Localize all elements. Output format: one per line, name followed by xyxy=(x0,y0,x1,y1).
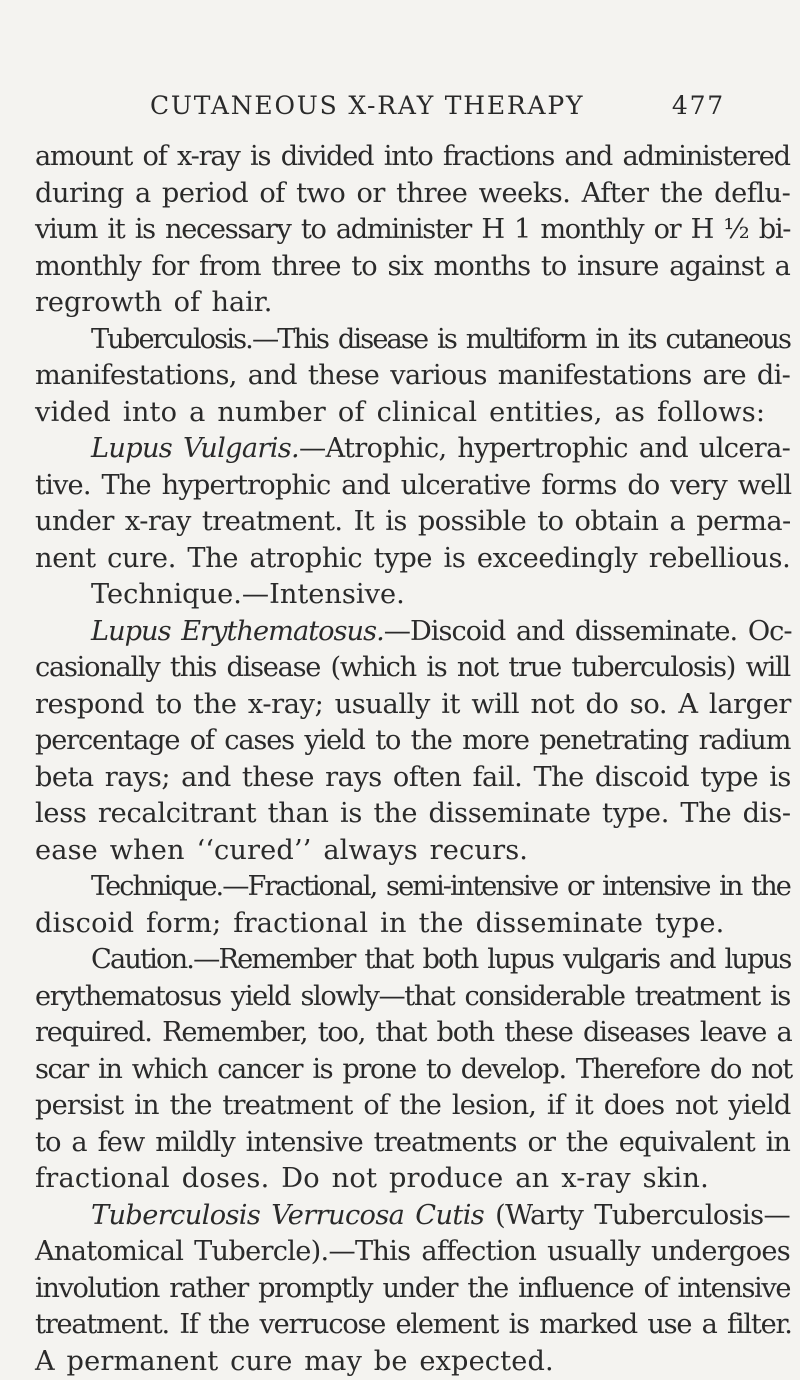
text-segment: regrowth of hair. xyxy=(35,287,272,318)
text-segment: nent cure. The atrophic type is exceedingly rebellious. xyxy=(35,543,790,574)
text-line xyxy=(35,979,797,1016)
text-segment: respond to the x-ray; usually it will not do so. A larger xyxy=(35,689,791,720)
text-segment: Technique.—Fractional, semi-intensive or intensive in the xyxy=(91,871,790,902)
text-line xyxy=(35,577,797,614)
text-segment: persist in the treatment of the lesion, if it does not yield xyxy=(35,1090,790,1121)
text-segment: tive. The hypertrophic and ulcerative forms do very well xyxy=(35,470,791,501)
text-segment: Caution.—Remember that both lupus vulgaris and lupus xyxy=(91,944,790,975)
text-segment: vided into a number of clinical entities, as follows: xyxy=(35,397,765,428)
section-heading: Tuberculosis Verrucosa Cutis xyxy=(91,1200,484,1231)
text-segment: less recalcitrant than is the disseminate type. The dis- xyxy=(35,798,791,829)
text-segment: ease when ‘‘cured’’ always recurs. xyxy=(35,835,528,866)
text-segment: involution rather promptly under the influence of intensive xyxy=(35,1273,790,1304)
text-segment: erythematosus yield slowly—that considerable treatment is xyxy=(35,981,790,1012)
text-line xyxy=(35,1271,797,1308)
text-line xyxy=(35,796,797,833)
text-segment: discoid form; fractional in the disseminate type. xyxy=(35,908,724,939)
running-head-title: CUTANEOUS X-RAY THERAPY xyxy=(150,86,584,126)
text-segment: A permanent cure may be expected. xyxy=(35,1346,554,1377)
text-segment: —Discoid and disseminate. Oc- xyxy=(384,616,792,647)
text-segment: monthly for from three to six months to insure against a xyxy=(35,251,790,282)
text-line xyxy=(35,249,797,286)
text-line xyxy=(35,1052,797,1089)
text-line xyxy=(35,541,797,578)
text-segment: required. Remember, too, that both these diseases leave a xyxy=(35,1017,792,1048)
text-segment: during a period of two or three weeks. After the deflu- xyxy=(35,178,790,209)
text-line xyxy=(35,723,797,760)
text-line xyxy=(35,1234,797,1271)
text-line xyxy=(35,395,797,432)
text-line xyxy=(35,650,797,687)
text-segment: scar in which cancer is prone to develop. Therefore do not xyxy=(35,1054,792,1085)
text-line xyxy=(35,1088,797,1125)
text-line xyxy=(35,687,797,724)
text-line xyxy=(35,504,797,541)
text-line xyxy=(35,139,797,176)
page-number: 477 xyxy=(672,86,725,126)
text-segment: vium it is necessary to administer H 1 monthly or H ½ bi- xyxy=(35,214,790,245)
text-line xyxy=(35,1344,797,1380)
text-line xyxy=(35,431,797,468)
text-line xyxy=(35,1198,797,1235)
text-segment: beta rays; and these rays often fail. The discoid type is xyxy=(35,762,791,793)
text-segment: Tuberculosis.—This disease is multiform in its cutaneous xyxy=(91,324,790,355)
text-line xyxy=(35,760,797,797)
running-head xyxy=(150,86,725,126)
text-line xyxy=(35,869,797,906)
text-line xyxy=(35,468,797,505)
text-segment: amount of x-ray is divided into fractions and administered xyxy=(35,141,790,172)
text-segment: casionally this disease (which is not true tuberculosis) will xyxy=(35,652,790,683)
text-segment: —Atrophic, hypertrophic and ulcera- xyxy=(299,433,790,464)
text-segment: manifestations, and these various manifestations are di- xyxy=(35,360,790,391)
text-line xyxy=(35,212,797,249)
text-line xyxy=(35,285,797,322)
text-line xyxy=(35,358,797,395)
text-line xyxy=(35,1125,797,1162)
text-segment: under x-ray treatment. It is possible to obtain a perma- xyxy=(35,506,791,537)
body-text xyxy=(35,139,797,1380)
text-line xyxy=(35,906,797,943)
text-segment: (Warty Tuberculosis— xyxy=(484,1200,790,1231)
text-line xyxy=(35,1161,797,1198)
text-segment: Technique.—Intensive. xyxy=(91,579,405,610)
section-heading: Lupus Erythematosus. xyxy=(91,616,384,647)
text-segment: to a few mildly intensive treatments or the equivalent in xyxy=(35,1127,790,1158)
text-line xyxy=(35,833,797,870)
section-heading: Lupus Vulgaris. xyxy=(91,433,299,464)
text-segment: percentage of cases yield to the more penetrating radium xyxy=(35,725,790,756)
text-line xyxy=(35,176,797,213)
text-segment: Anatomical Tubercle).—This affection usually undergoes xyxy=(35,1236,790,1267)
text-line xyxy=(35,942,797,979)
text-segment: treatment. If the verrucose element is marked use a filter. xyxy=(35,1309,792,1340)
text-segment: fractional doses. Do not produce an x-ray skin. xyxy=(35,1163,709,1194)
text-line xyxy=(35,614,797,651)
text-line xyxy=(35,322,797,359)
text-line xyxy=(35,1307,797,1344)
text-line xyxy=(35,1015,797,1052)
